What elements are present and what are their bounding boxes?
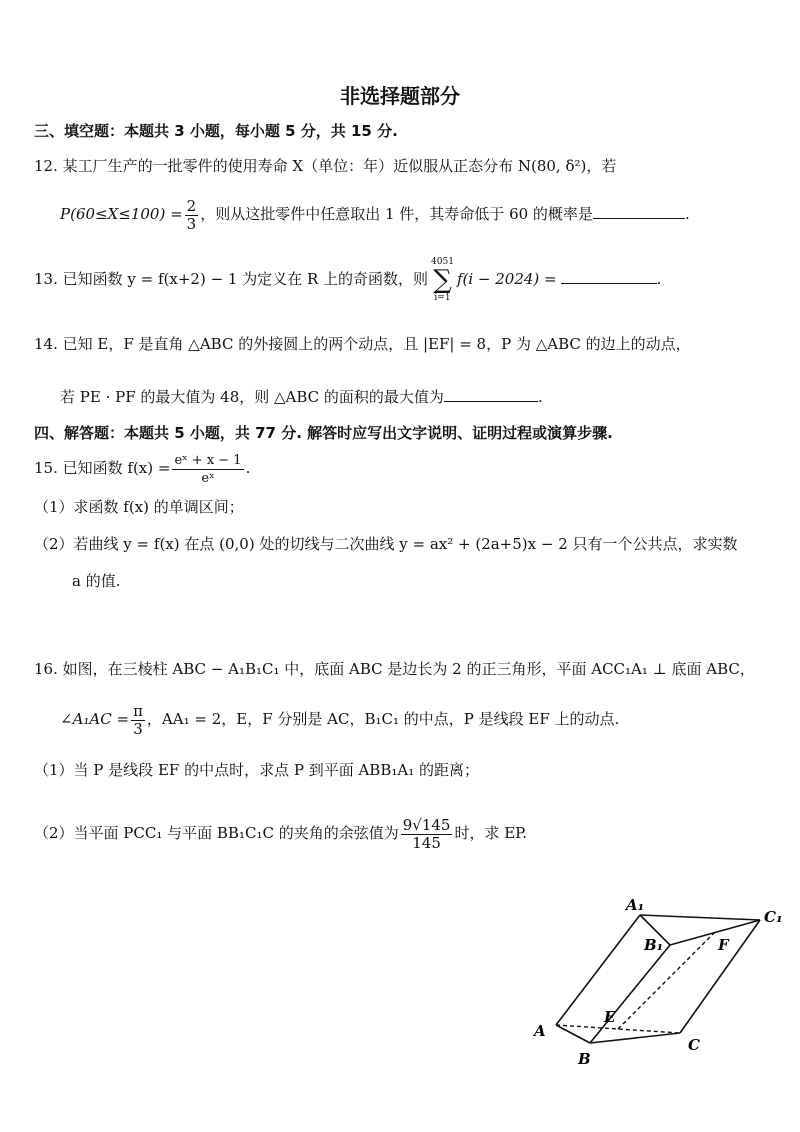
- label-C1: C₁: [764, 908, 783, 926]
- q16-cosine-fraction: $\frac{9√145}{145}$: [402, 815, 451, 852]
- q15-line: 15. 已知函数 f(x) = $\frac{\text{eˣ + x − 1}}{\text{eˣ}}$ .: [34, 452, 251, 486]
- q16-part2: （2）当平面 PCC₁ 与平面 BB₁C₁C 的夹角的余弦值为 $\frac{9√145}{145}$ 时，求 EP.: [34, 815, 527, 852]
- q12-fraction: $\frac{2}{3}$: [186, 196, 197, 233]
- label-B: B: [578, 1050, 591, 1068]
- q16-part1: （1）当 P 是线段 EF 的中点时，求点 P 到平面 ABB₁A₁ 的距离；: [34, 761, 479, 779]
- q14-line2: 若 PE · PF 的最大值为 48，则 △ABC 的面积的最大值为 .: [60, 388, 543, 406]
- label-B1: B₁: [644, 936, 664, 954]
- q15-fraction: $\frac{\text{eˣ + x − 1}}{\text{eˣ}}$: [174, 452, 242, 486]
- edge-B-B1: [590, 945, 670, 1043]
- q13-summation: 4051 ∑ i=1: [431, 257, 454, 303]
- label-E: E: [604, 1008, 616, 1026]
- label-C: C: [688, 1036, 700, 1054]
- q15-part2-line2: a 的值.: [72, 572, 121, 590]
- q15-part2-line1: （2）若曲线 y = f(x) 在点 (0,0) 处的切线与二次曲线 y = ax² + (2a+5)x − 2 只有一个公共点，求实数: [34, 535, 738, 553]
- q13-expr: f(i − 2024) =: [456, 270, 557, 288]
- q13-text: 13. 已知函数 y = f(x+2) − 1 为定义在 R 上的奇函数，则: [34, 270, 429, 288]
- edge-A-A1: [556, 915, 640, 1025]
- q13-line: 13. 已知函数 y = f(x+2) − 1 为定义在 R 上的奇函数，则 4051 ∑ i=1 f(i − 2024) = .: [34, 257, 662, 303]
- q15-part1: （1）求函数 f(x) 的单调区间；: [34, 498, 244, 516]
- q16-line1: 16. 如图，在三棱柱 ABC − A₁B₁C₁ 中，底面 ABC 是边长为 2 的正三角形，平面 ACC₁A₁ ⊥ 底面 ABC，: [34, 660, 755, 678]
- q14-line1: 14. 已知 E，F 是直角 △ABC 的外接圆上的两个动点，且 |EF| = 8，P 为 △ABC 的边上的动点，: [34, 335, 691, 353]
- label-F: F: [718, 936, 729, 954]
- q12-line2: P(60≤X≤100) = $\frac{2}{3}$ ，则从这批零件中任意取出 1 件，其寿命低于 60 的概率是 .: [60, 196, 690, 233]
- q12-probability-expr: P(60≤X≤100) =: [60, 205, 183, 223]
- label-A1: A₁: [626, 896, 645, 914]
- label-A: A: [534, 1022, 546, 1040]
- q16-line2: ∠A₁AC = $\frac{\pi}{3}$ ，AA₁ = 2，E，F 分别是 AC，B₁C₁ 的中点，P 是线段 EF 上的动点.: [60, 701, 620, 738]
- edge-A-B: [556, 1025, 590, 1043]
- prism-figure: [520, 890, 790, 1080]
- q12-line1: 12. 某工厂生产的一批零件的使用寿命 X（单位：年）近似服从正态分布 N(80, δ²)，若: [34, 157, 617, 175]
- edge-A1-C1: [640, 915, 760, 920]
- q12-answer-blank[interactable]: [593, 204, 685, 219]
- q12-text: ，则从这批零件中任意取出 1 件，其寿命低于 60 的概率是: [200, 205, 593, 223]
- section-3-heading: 三、填空题：本题共 3 小题，每小题 5 分，共 15 分.: [34, 122, 398, 140]
- segment-E-F-hidden: [618, 932, 715, 1029]
- edge-B-C: [590, 1033, 680, 1043]
- q16-angle-fraction: $\frac{\pi}{3}$: [133, 701, 143, 738]
- q14-answer-blank[interactable]: [444, 387, 538, 402]
- page-title: 非选择题部分: [340, 84, 460, 108]
- q13-answer-blank[interactable]: [561, 269, 657, 284]
- section-4-heading: 四、解答题：本题共 5 小题，共 77 分. 解答时应写出文字说明、证明过程或演算步骤.: [34, 424, 613, 442]
